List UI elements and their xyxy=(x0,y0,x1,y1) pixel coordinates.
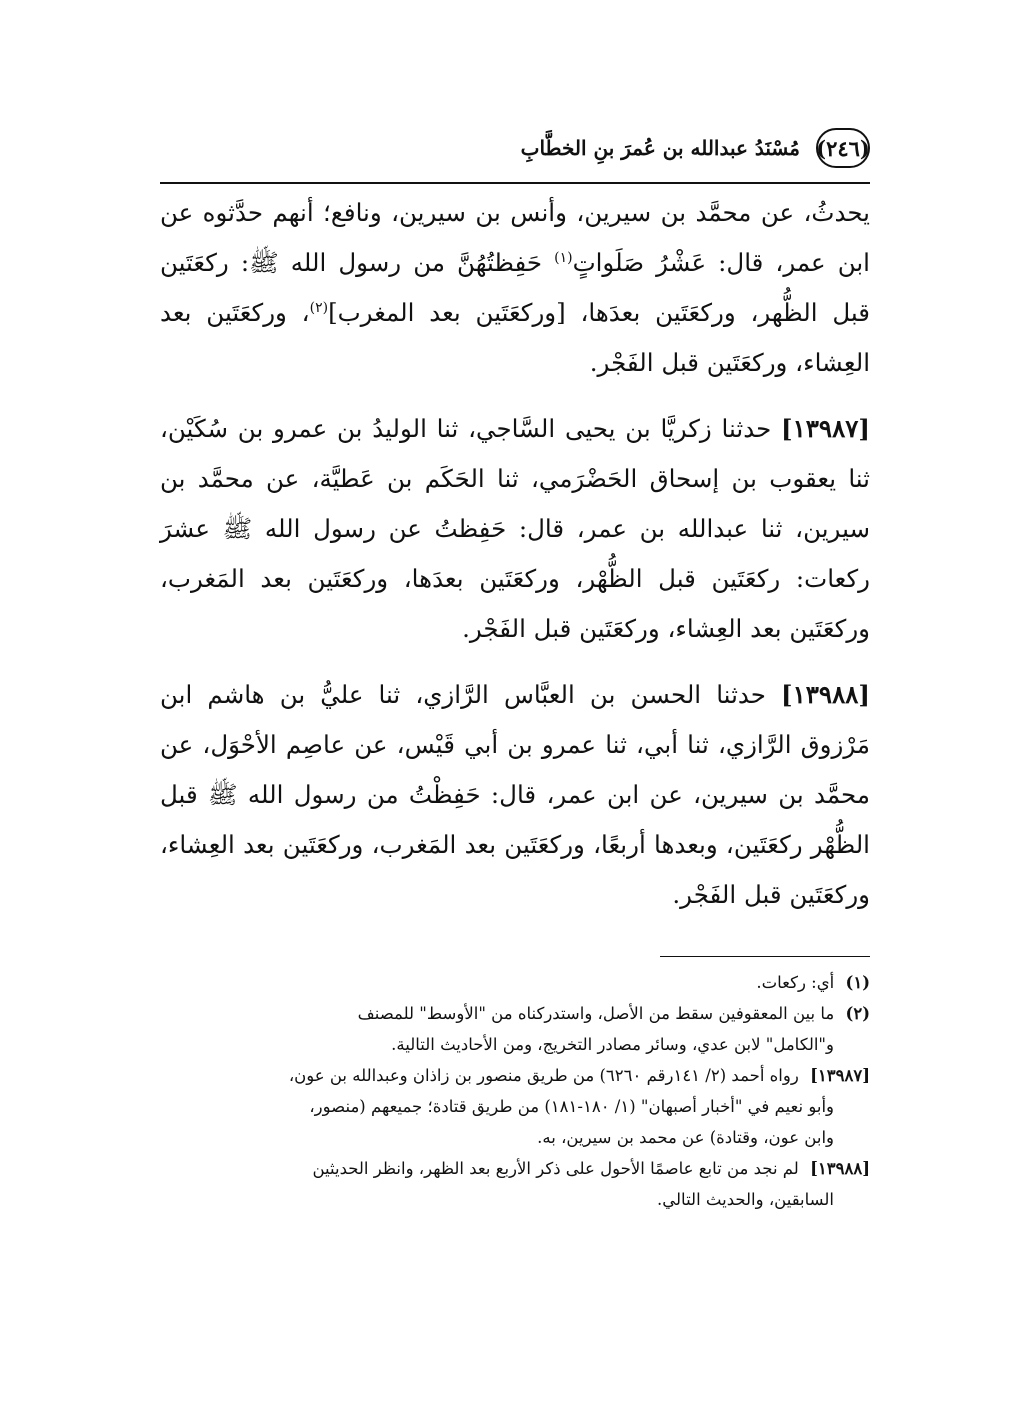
footnote-text: وابن عون، وقتادة) عن محمد بن سيرين، به. xyxy=(537,1128,834,1147)
footnote-marker: [١٣٩٨٧] xyxy=(810,1066,870,1085)
hadith-text: حدثنا زكريَّا بن يحيى السَّاجي، ثنا الوليدُ بن عمرو بن سُكَيْن، ثنا يعقوب بن إسحاق الحَضْرَمي، ثنا الحَكَم بن عَطيَّة، عن محمَّد بن سيرين، ثنا عبدالله بن عمر، قال: حَفِظتُ عن رسول الله ﷺ عشرَ ركعات: ركعَتَين قبل الظُّهْر، وركعَتَين بعدَها، وركعَتَين بعد المَغرب، وركعَتَين بعد العِشاء، وركعَتَين قبل الفَجْر. xyxy=(160,414,870,643)
footnote-marker: [١٣٩٨٨] xyxy=(810,1159,870,1178)
hadith-number: [١٣٩٨٧] xyxy=(781,414,870,443)
header-rule xyxy=(160,182,870,184)
paragraph-continuation xyxy=(160,188,870,388)
page-header xyxy=(160,120,870,176)
running-title: مُسْنَدُ عبدالله بن عُمرَ بنِ الخطَّابِ xyxy=(520,136,800,160)
paragraph-text: ، وركعَتَين بعد العِشاء، وركعَتَين قبل الفَجْر. xyxy=(160,298,870,377)
footnote-continuation xyxy=(160,1029,870,1060)
footnote-ref-1[interactable]: (١) xyxy=(554,249,573,266)
footnote-marker: (١) xyxy=(845,973,870,992)
main-text xyxy=(160,188,870,920)
page-number: (٢٤٦) xyxy=(816,128,870,168)
footnote-text: السابقين، والحديث التالي. xyxy=(657,1190,834,1209)
footnotes xyxy=(160,967,870,1215)
footnote xyxy=(160,967,870,998)
hadith-number: [١٣٩٨٨] xyxy=(781,680,870,709)
footnote-continuation xyxy=(160,1091,870,1122)
footnote-text: أي: ركعات. xyxy=(756,973,835,992)
hadith-paragraph xyxy=(160,670,870,920)
footnote-text: ما بين المعقوفين سقط من الأصل، واستدركناه من "الأوسط" للمصنف xyxy=(357,1004,835,1023)
paragraph-text: حَفِظتُهُنَّ من رسول الله ﷺ: ركعَتَين قبل الظُّهر، وركعَتَين بعدَها، [وركعَتَين بعد المغرب] xyxy=(160,248,870,327)
footnote-marker: (٢) xyxy=(845,1004,870,1023)
footnote-ref-2[interactable]: (٢) xyxy=(309,299,329,316)
footnote-text: و"الكامل" لابن عدي، وسائر مصادر التخريج، ومن الأحاديث التالية. xyxy=(391,1035,834,1054)
footnote-text: وأبو نعيم في "أخبار أصبهان" (١/ ١٨٠-١٨١) من طريق قتادة؛ جميعهم (منصور، xyxy=(309,1097,834,1116)
footnote-separator xyxy=(660,956,870,957)
footnote-continuation xyxy=(160,1122,870,1153)
paragraph-text: يحدثُ، عن محمَّد بن سيرين، وأنس بن سيرين، ونافع؛ أنهم حدَّثوه عن ابن عمر، قال: عَشْرُ صَلَواتٍ xyxy=(160,198,870,277)
hadith-text: حدثنا الحسن بن العبَّاس الرَّازي، ثنا عليُّ بن هاشم ابن مَرْزوق الرَّازي، ثنا أبي، ثنا عمرو بن أبي قَيْس، عن عاصِم الأحْوَل، عن محمَّد بن سيرين، عن ابن عمر، قال: حَفِظْتُ من رسول الله ﷺ قبل الظُّهْر ركعَتَين، وبعدها أربعًا، وركعَتَين بعد المَغرب، وركعَتَين بعد العِشاء، وركعَتَين قبل الفَجْر. xyxy=(160,680,870,909)
page xyxy=(160,120,870,1215)
footnote xyxy=(160,1153,870,1184)
footnote xyxy=(160,998,870,1029)
footnote xyxy=(160,1060,870,1091)
hadith-paragraph xyxy=(160,404,870,654)
footnote-text: لم نجد من تابع عاصمًا الأحول على ذكر الأربع بعد الظهر، وانظر الحديثين xyxy=(312,1159,799,1178)
footnote-text: رواه أحمد (٢/ ١٤١رقم ٦٢٦٠) من طريق منصور بن زاذان وعبدالله بن عون، xyxy=(288,1066,799,1085)
footnote-continuation xyxy=(160,1184,870,1215)
